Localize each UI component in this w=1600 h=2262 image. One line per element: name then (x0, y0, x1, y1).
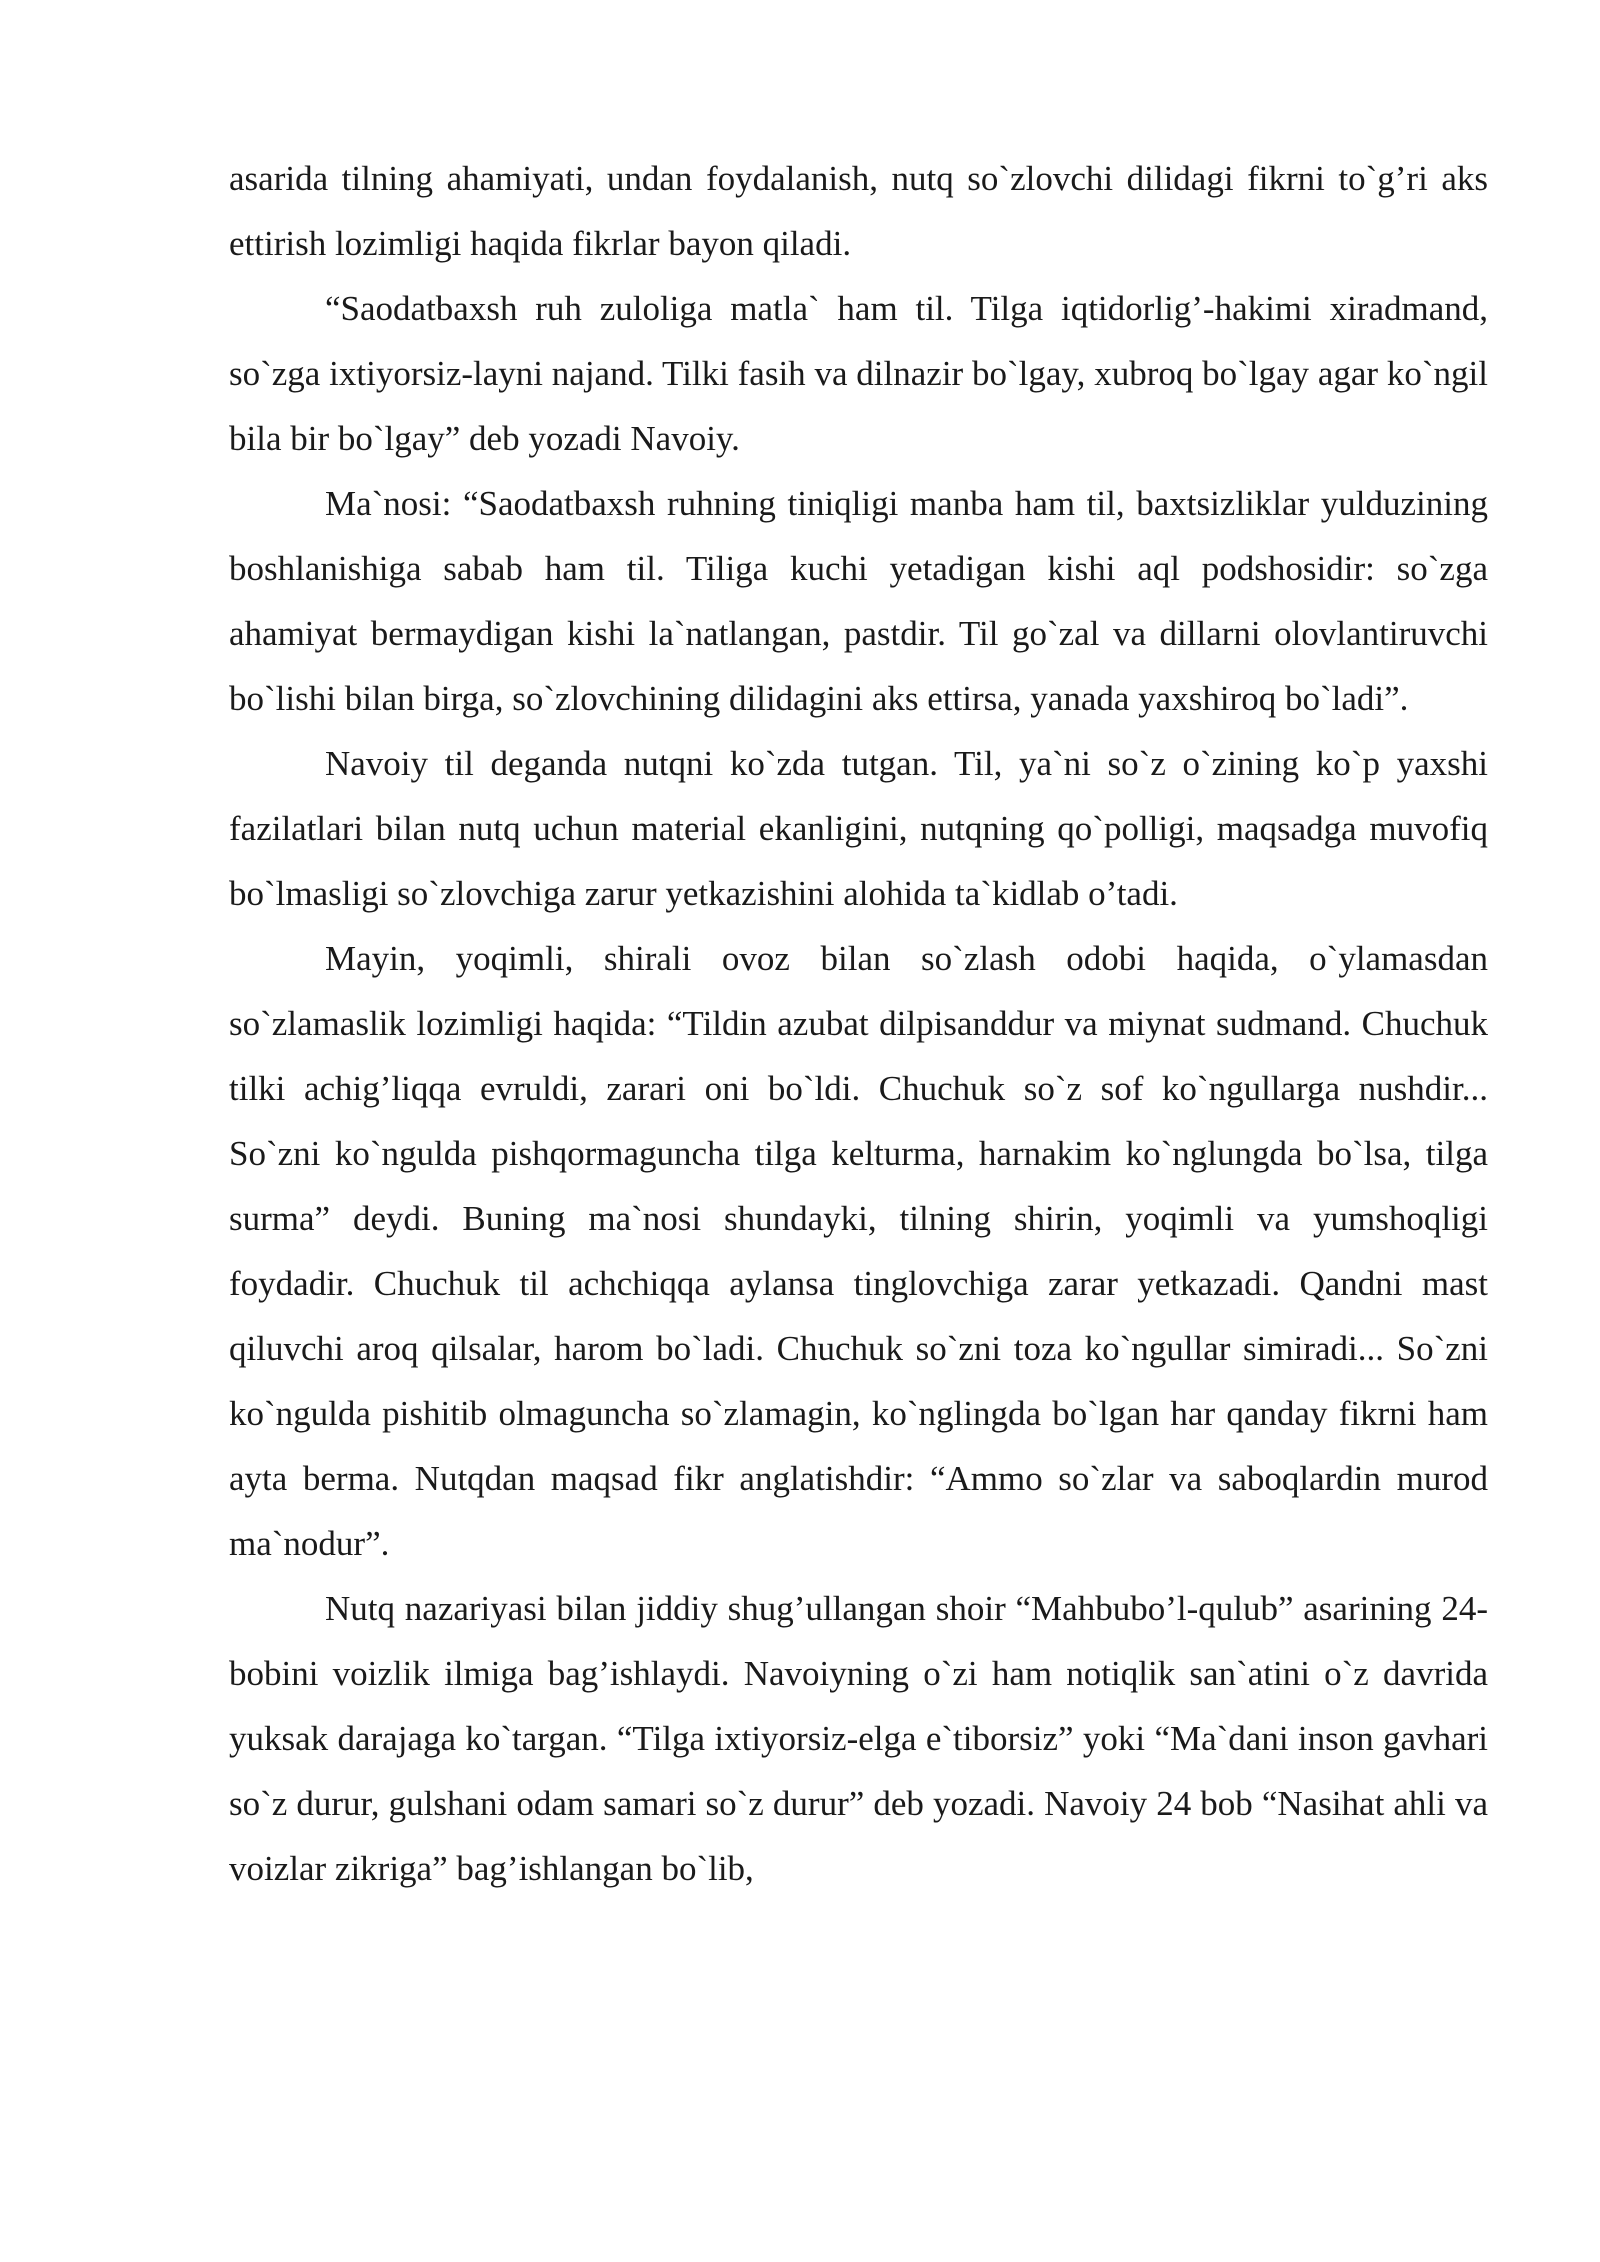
paragraph-navoiy-speech: Navoiy til deganda nutqni ko`zda tutgan. Til, ya`ni so`z o`zining ko`p yaxshi fazilatlari bilan nutq uchun material ekanligini, nutqning qo`polligi, maqsadga muvofiq bo`lmasligi so`zlovchiga zarur yetkazishini alohida ta`kidlab o’tadi. (229, 744, 1488, 913)
document-body (229, 146, 1488, 1901)
paragraph-speaking-etiquette: Mayin, yoqimli, shirali ovoz bilan so`zlash odobi haqida, o`ylamasdan so`zlamaslik lozimligi haqida: “Tildin azubat dilpisanddur va miynat sudmand. Chuchuk tilki achig’liqqa evruldi, zarari oni bo`ldi. Chuchuk so`z sof ko`ngullarga nushdir... So`zni ko`ngulda pishqormaguncha tilga kelturma, harnakim ko`nglungda bo`lsa, tilga surma” deydi. Buning ma`nosi shundayki, tilning shirin, yoqimli va yumshoqligi foydadir. Chuchuk til achchiqqa aylansa tinglovchiga zarar yetkazadi. Qandni mast qiluvchi aroq qilsalar, harom bo`ladi. Chuchuk so`zni toza ko`ngullar simiradi... So`zni ko`ngulda pishitib olmaguncha so`zlamagin, ko`nglingda bo`lgan har qanday fikrni ham ayta berma. Nutqdan maqsad fikr anglatishdir: “Ammo so`zlar va saboqlardin murod ma`nodur”. (229, 939, 1488, 1563)
paragraph-continuation: asarida tilning ahamiyati, undan foydalanish, nutq so`zlovchi dilidagi fikrni to`g’ri aks ettirish lozimligi haqida fikrlar bayon qiladi. (229, 159, 1488, 263)
paragraph-meaning: Ma`nosi: “Saodatbaxsh ruhning tiniqligi manba ham til, baxtsizliklar yulduzining boshlanishiga sabab ham til. Tiliga kuchi yetadigan kishi aql podshosidir: so`zga ahamiyat bermaydigan kishi la`natlangan, pastdir. Til go`zal va dillarni olovlantiruvchi bo`lishi bilan birga, so`zlovchining dilidagini aks ettirsa, yanada yaxshiroq bo`ladi”. (229, 484, 1488, 718)
paragraph-speech-theory: Nutq nazariyasi bilan jiddiy shug’ullangan shoir “Mahbubo’l-qulub” asarining 24-bobini voizlik ilmiga bag’ishlaydi. Navoiyning o`zi ham notiqlik san`atini o`z davrida yuksak darajaga ko`targan. “Tilga ixtiyorsiz-elga e`tiborsiz” yoki “Ma`dani inson gavhari so`z durur, gulshani odam samari so`z durur” deb yozadi. Navoiy 24 bob “Nasihat ahli va voizlar zikriga” bag’ishlangan bo`lib, (229, 1589, 1488, 1888)
paragraph-navoiy-quote: “Saodatbaxsh ruh zuloliga matla` ham til. Tilga iqtidorlig’-hakimi xiradmand, so`zga ixtiyorsiz-layni najand. Tilki fasih va dilnazir bo`lgay, xubroq bo`lgay agar ko`ngil bila bir bo`lgay” deb yozadi Navoiy. (229, 289, 1488, 458)
